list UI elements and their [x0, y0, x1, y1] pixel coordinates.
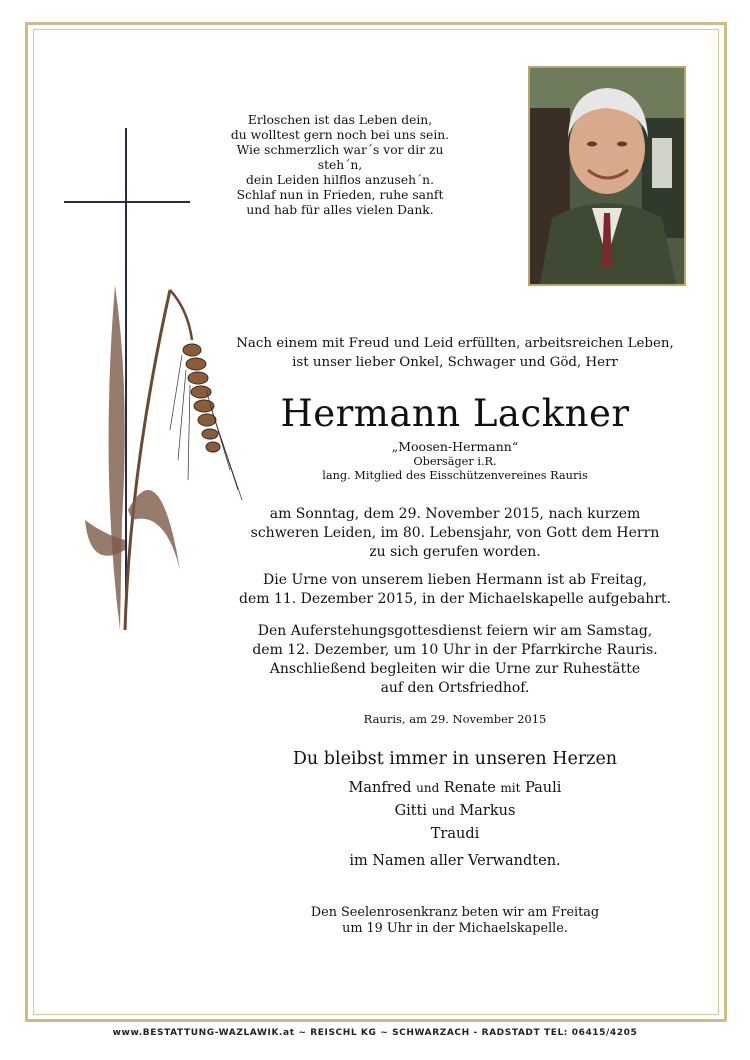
conjunction: und [416, 781, 440, 795]
poem-line: Schlaf nun in Frieden, ruhe sanft [236, 188, 444, 202]
place-date: Rauris, am 29. November 2015 [363, 712, 547, 726]
nickname: „Moosen-Hermann“ [391, 439, 519, 454]
poem-line: dein Leiden hilflos anzuseh´n. [245, 173, 434, 187]
family-line-3: Traudi [430, 826, 480, 842]
service-line: auf den Ortsfriedhof. [380, 680, 530, 696]
service-line: Anschließend begleiten wir die Urne zur Ruhestätte [269, 661, 641, 677]
family-name: Pauli [525, 780, 562, 796]
family-line-2 [220, 803, 690, 819]
conjunction: mit [500, 781, 521, 795]
family-name: Renate [443, 780, 496, 796]
cross-horizontal [64, 201, 190, 203]
relatives-line: im Namen aller Verwandten. [349, 853, 561, 869]
footer-text: www.BESTATTUNG-WAZLAWIK.at ~ REISCHL KG ~ SCHWARZACH - RADSTADT TEL: 06415/4205 [112, 1028, 638, 1038]
family-name: Manfred [348, 780, 412, 796]
family-name: Markus [459, 803, 516, 819]
urn-line: Die Urne von unserem lieben Hermann ist ab Freitag, [263, 572, 647, 588]
rosary-notice [220, 905, 690, 937]
intro-text [220, 334, 690, 372]
service-notice [220, 622, 690, 698]
poem [225, 113, 455, 218]
urn-notice [220, 571, 690, 609]
family-line-1 [220, 780, 690, 796]
service-line: dem 12. Dezember, um 10 Uhr in der Pfarrkirche Rauris. [252, 642, 658, 658]
rosary-line: Den Seelenrosenkranz beten wir am Freitag [310, 905, 600, 920]
urn-line: dem 11. Dezember 2015, in der Michaelskapelle aufgebahrt. [238, 591, 671, 607]
service-line: Den Auferstehungsgottesdienst feiern wir am Samstag, [257, 623, 653, 639]
membership: lang. Mitglied des Eisschützenvereines Rauris [322, 469, 588, 482]
deceased-name: Hermann Lackner [280, 392, 630, 435]
death-line: am Sonntag, dem 29. November 2015, nach kurzem [269, 506, 641, 522]
death-notice [220, 505, 690, 562]
rosary-line: um 19 Uhr in der Michaelskapelle. [342, 921, 568, 936]
intro-line: ist unser lieber Onkel, Schwager und Göd, Herr [292, 355, 618, 370]
conjunction: und [431, 804, 455, 818]
farewell-heading: Du bleibst immer in unseren Herzen [292, 749, 618, 769]
death-line: zu sich gerufen worden. [369, 544, 541, 560]
poem-line: du wolltest gern noch bei uns sein. [230, 128, 450, 142]
portrait-photo [528, 66, 686, 286]
nickname-block [220, 440, 690, 484]
poem-line: Wie schmerzlich war´s vor dir zu steh´n, [236, 143, 444, 172]
family-name: Gitti [394, 803, 428, 819]
poem-line: Erloschen ist das Leben dein, [247, 113, 433, 127]
death-line: schweren Leiden, im 80. Lebensjahr, von Gott dem Herrn [250, 525, 660, 541]
occupation: Obersäger i.R. [413, 454, 497, 468]
intro-line: Nach einem mit Freud und Leid erfüllten, arbeitsreichen Leben, [236, 336, 674, 351]
poem-line: und hab für alles vielen Dank. [246, 203, 434, 217]
